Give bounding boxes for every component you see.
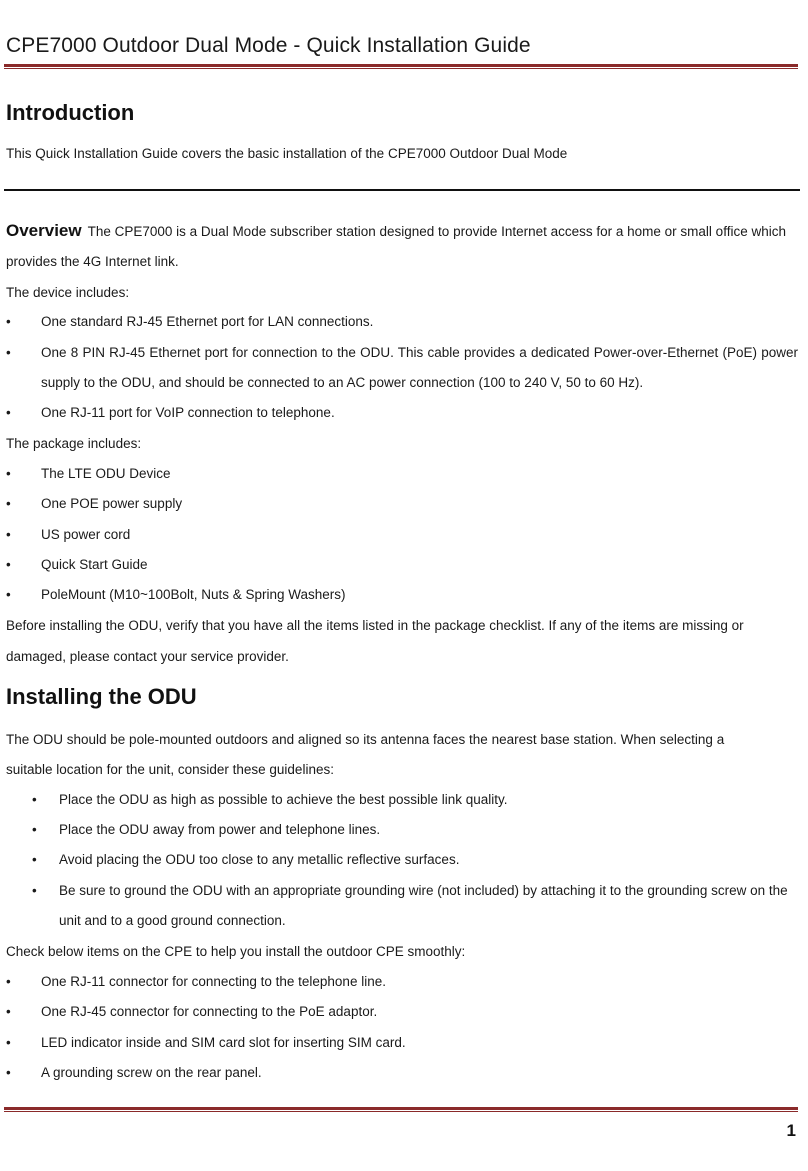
bullet-icon: • <box>6 466 11 481</box>
overview-text-line2: provides the 4G Internet link. <box>6 254 179 269</box>
list-item-text: One RJ-45 connector for connecting to the PoE adaptor. <box>41 1004 378 1019</box>
bullet-icon: • <box>6 1004 11 1019</box>
list-item-text: One 8 PIN RJ-45 Ethernet port for connection to the ODU. This cable provides a dedicated Power-over-Ethernet (PoE) power <box>41 345 798 360</box>
list-item-text: Quick Start Guide <box>41 557 148 572</box>
document-title: CPE7000 Outdoor Dual Mode - Quick Installation Guide <box>6 34 531 57</box>
bullet-icon: • <box>6 527 11 542</box>
bullet-icon: • <box>6 974 11 989</box>
installing-heading: Installing the ODU <box>6 684 197 709</box>
list-item-text: Be sure to ground the ODU with an appropriate grounding wire (not included) by attaching it to the grounding screw on the <box>59 883 788 898</box>
list-item-text: LED indicator inside and SIM card slot for inserting SIM card. <box>41 1035 406 1050</box>
bullet-icon: • <box>6 587 11 602</box>
bullet-icon: • <box>32 852 37 867</box>
list-item-text: supply to the ODU, and should be connected to an AC power connection (100 to 240 V, 50 to 60 Hz). <box>41 375 644 390</box>
header-rule <box>4 64 798 69</box>
list-item-text: Place the ODU away from power and telephone lines. <box>59 822 381 837</box>
bullet-icon: • <box>32 883 37 898</box>
list-item-text: One POE power supply <box>41 496 183 511</box>
overview-paragraph-line1 <box>6 223 796 240</box>
bullet-icon: • <box>6 1065 11 1080</box>
list-item-text: One RJ-11 connector for connecting to the telephone line. <box>41 974 386 989</box>
bullet-icon: • <box>6 345 11 360</box>
page-number: 1 <box>786 1121 796 1140</box>
introduction-text: This Quick Installation Guide covers the basic installation of the CPE7000 Outdoor Dual Mode <box>6 146 568 161</box>
bullet-icon: • <box>6 314 11 329</box>
list-item-text: A grounding screw on the rear panel. <box>41 1065 262 1080</box>
device-includes-label: The device includes: <box>6 285 130 300</box>
list-item-text: US power cord <box>41 527 131 542</box>
installing-intro-line1: The ODU should be pole-mounted outdoors and aligned so its antenna faces the nearest base station. When selecting a <box>6 732 725 747</box>
bullet-icon: • <box>6 1035 11 1050</box>
list-item-text: PoleMount (M10~100Bolt, Nuts & Spring Washers) <box>41 587 346 602</box>
installing-intro-line2: suitable location for the unit, consider these guidelines: <box>6 762 334 777</box>
overview-heading: Overview <box>6 221 82 240</box>
list-item-text: Avoid placing the ODU too close to any metallic reflective surfaces. <box>59 852 460 867</box>
list-item-text: Place the ODU as high as possible to achieve the best possible link quality. <box>59 792 508 807</box>
footer-rule <box>4 1107 798 1112</box>
bullet-icon: • <box>6 405 11 420</box>
verify-text-line1: Before installing the ODU, verify that you have all the items listed in the package checklist. If any of the items are missing or <box>6 618 744 633</box>
bullet-icon: • <box>32 822 37 837</box>
bullet-icon: • <box>6 557 11 572</box>
bullet-icon: • <box>6 496 11 511</box>
bullet-icon: • <box>32 792 37 807</box>
overview-text-line1: The CPE7000 is a Dual Mode subscriber station designed to provide Internet access for a home or small office which <box>87 224 786 239</box>
list-item-text: One RJ-11 port for VoIP connection to telephone. <box>41 405 335 420</box>
check-intro-text: Check below items on the CPE to help you install the outdoor CPE smoothly: <box>6 944 466 959</box>
section-divider <box>4 189 800 191</box>
verify-text-line2: damaged, please contact your service provider. <box>6 649 289 664</box>
package-includes-label: The package includes: <box>6 436 142 451</box>
introduction-heading: Introduction <box>6 100 135 125</box>
list-item-text: unit and to a good ground connection. <box>59 913 286 928</box>
list-item-text: One standard RJ-45 Ethernet port for LAN connections. <box>41 314 374 329</box>
list-item-text: The LTE ODU Device <box>41 466 171 481</box>
